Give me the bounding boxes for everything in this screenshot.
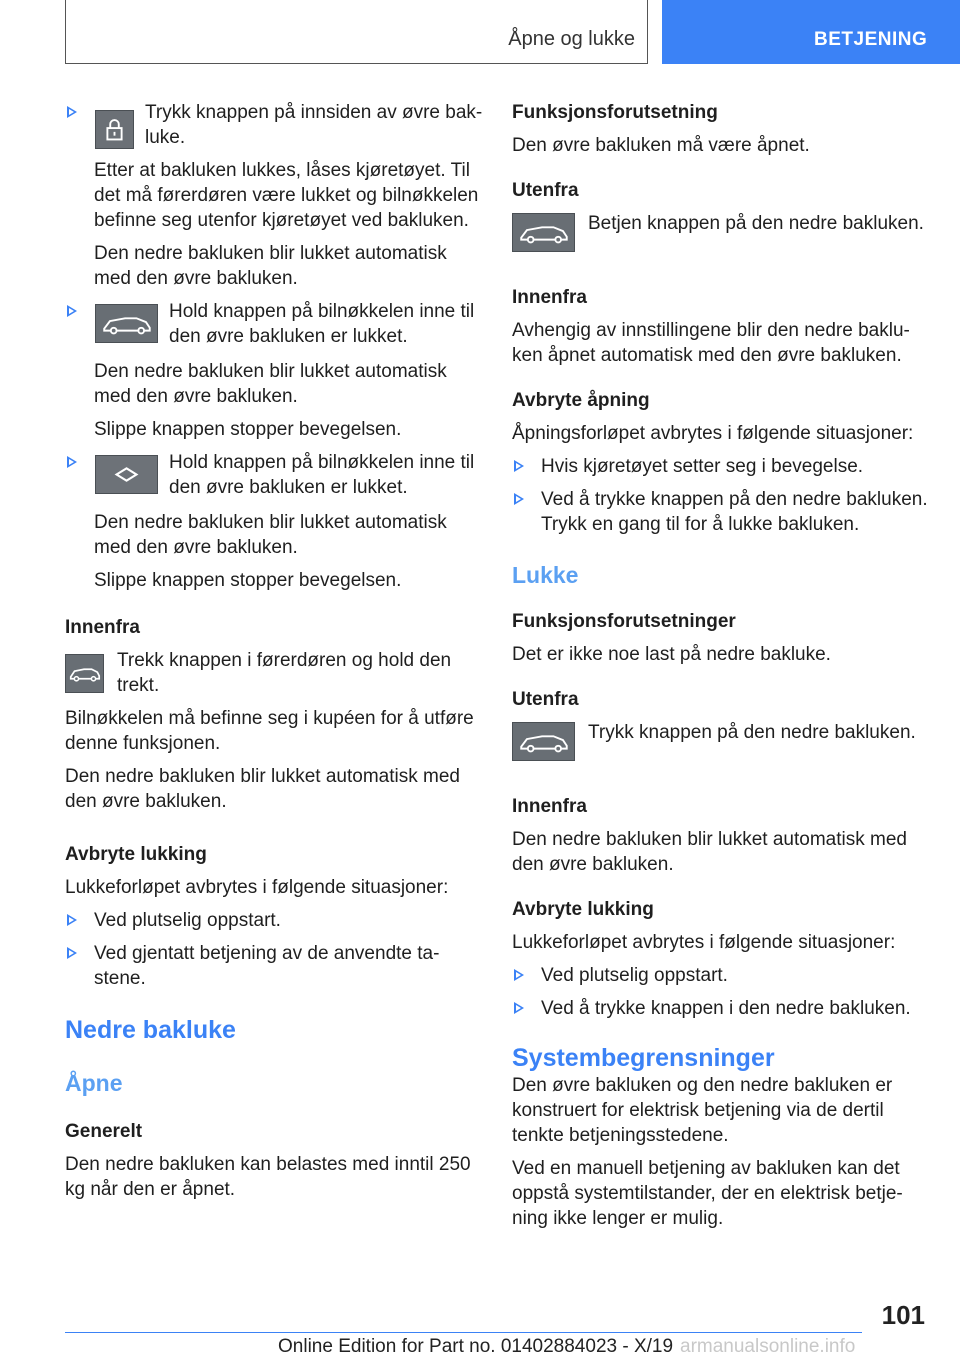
- outside-button-text: Betjen knappen på den nedre bakluken.: [588, 213, 924, 234]
- paragraph: Den nedre bakluken blir lukket automatisk med den øvre bakluken.: [94, 243, 447, 289]
- paragraph: Avhengig av innstillingene blir den nedre baklu-ken åpnet automatisk med den øvre bakluken.: [512, 320, 910, 366]
- bullet-triangle-icon: [514, 460, 524, 472]
- list-item-text: Ved å trykke knappen i den nedre bakluken.: [541, 998, 911, 1019]
- list-item-chevron-button: [65, 450, 485, 502]
- list-item: [512, 487, 932, 537]
- heading-systembegrensninger: Systembegrensninger: [512, 1044, 775, 1072]
- car-tailgate-icon: [512, 213, 575, 252]
- right-column: [512, 100, 932, 1239]
- bullet-text: Trykk knappen på innsiden av øvre bak-luke.: [145, 102, 483, 148]
- paragraph: Den nedre bakluken blir lukket automatisk med den øvre bakluken.: [512, 829, 907, 875]
- lock-button-icon: [95, 110, 134, 149]
- subheading-utenfra: Utenfra: [512, 689, 579, 710]
- car-tailgate-icon: [512, 722, 575, 761]
- chapter-title: BETJENING: [814, 29, 928, 50]
- subheading-avbryte-lukking: Avbryte lukking: [65, 844, 207, 865]
- heading-apne: Åpne: [65, 1070, 123, 1096]
- subheading-generelt: Generelt: [65, 1121, 143, 1142]
- paragraph: Det er ikke noe last på nedre bakluke.: [512, 644, 831, 665]
- car-door-button-icon: [65, 654, 104, 693]
- subheading-utenfra: Utenfra: [512, 180, 579, 201]
- list-item: [65, 941, 485, 991]
- section-title: Åpne og lukke: [508, 28, 635, 50]
- bullet-triangle-icon: [67, 106, 77, 118]
- outside-button-text: Trykk knappen på den nedre bakluken.: [588, 722, 916, 743]
- heading-nedre-bakluke: Nedre bakluke: [65, 1016, 236, 1044]
- subheading-innenfra: Innenfra: [512, 796, 587, 817]
- list-item: [512, 963, 932, 988]
- subheading-avbryte-lukking: Avbryte lukking: [512, 899, 654, 920]
- paragraph: Den øvre bakluken og den nedre bakluken er konstruert for elektrisk betjening via de dertil tenkte betjeningsstedene.: [512, 1075, 893, 1146]
- bullet-triangle-icon: [514, 1002, 524, 1014]
- list-item: [512, 996, 932, 1021]
- edition-text: Online Edition for Part no. 01402884023 - X/19: [278, 1336, 674, 1357]
- paragraph: Åpningsforløpet avbrytes i følgende situasjoner:: [512, 423, 914, 444]
- paragraph: Bilnøkkelen må befinne seg i kupéen for å utføre denne funksjonen.: [65, 708, 474, 754]
- bullet-triangle-icon: [514, 493, 524, 505]
- bullet-text: Hold knappen på bilnøkkelen inne til den øvre bakluken er lukket.: [169, 452, 475, 498]
- list-item: [512, 454, 932, 479]
- bullet-triangle-icon: [67, 305, 77, 317]
- list-item: [65, 908, 485, 933]
- paragraph: Den nedre bakluken blir lukket automatisk med den øvre bakluken.: [65, 766, 460, 812]
- paragraph: Den nedre bakluken blir lukket automatisk med den øvre bakluken.: [94, 512, 447, 558]
- subheading-funksjonsforutsetning: Funksjonsforutsetning: [512, 102, 718, 123]
- subheading-innenfra: Innenfra: [65, 617, 140, 638]
- subheading-innenfra: Innenfra: [512, 287, 587, 308]
- header-chapter-box: [662, 0, 960, 64]
- subheading-funksjonsforutsetninger: Funksjonsforutsetninger: [512, 611, 736, 632]
- paragraph: Etter at bakluken lukkes, låses kjøretøyet. Til det må førerdøren være lukket og bilnøkkelen befinne seg utenfor kjøretøyet ved bakluken.: [94, 160, 479, 231]
- header-section-box: [65, 0, 648, 64]
- car-tailgate-icon: [95, 304, 158, 343]
- list-item-key-button: [65, 299, 485, 351]
- paragraph: Slippe knappen stopper bevegelsen.: [94, 419, 402, 440]
- list-item-text: Ved å trykke knappen på den nedre bakluken. Trykk en gang til for å lukke bakluken.: [541, 489, 928, 535]
- bullet-triangle-icon: [514, 969, 524, 981]
- paragraph: Den øvre bakluken må være åpnet.: [512, 135, 810, 156]
- heading-lukke: Lukke: [512, 562, 579, 588]
- paragraph: Lukkeforløpet avbrytes i følgende situasjoner:: [512, 932, 896, 953]
- chevron-button-icon: [95, 455, 158, 494]
- inside-button-row: [65, 648, 485, 698]
- outside-button-row: [512, 720, 932, 780]
- paragraph: Slippe knappen stopper bevegelsen.: [94, 570, 402, 591]
- paragraph: Lukkeforløpet avbrytes i følgende situasjoner:: [65, 877, 449, 898]
- watermark-text: armanualsonline.info: [680, 1336, 856, 1357]
- list-item-text: Hvis kjøretøyet setter seg i bevegelse.: [541, 456, 864, 477]
- subheading-avbryte-apning: Avbryte åpning: [512, 390, 650, 411]
- list-item-text: Ved plutselig oppstart.: [94, 910, 281, 931]
- outside-button-row: [512, 211, 932, 271]
- list-item-text: Ved plutselig oppstart.: [541, 965, 728, 986]
- list-item-text: Ved gjentatt betjening av de anvendte ta-stene.: [94, 943, 440, 989]
- bullet-triangle-icon: [67, 947, 77, 959]
- left-column: [65, 100, 485, 1210]
- paragraph: Den nedre bakluken kan belastes med inntil 250 kg når den er åpnet.: [65, 1154, 471, 1200]
- list-item-lock-button: [65, 100, 485, 150]
- bullet-triangle-icon: [67, 456, 77, 468]
- inside-button-text: Trekk knappen i førerdøren og hold den trekt.: [117, 650, 452, 696]
- paragraph: Den nedre bakluken blir lukket automatisk med den øvre bakluken.: [94, 361, 447, 407]
- page-number: 101: [881, 1300, 925, 1330]
- footer-divider: [65, 1332, 862, 1333]
- paragraph: Ved en manuell betjening av bakluken kan det oppstå systemtilstander, der en elektrisk betje-ning ikke lenger er mulig.: [512, 1158, 903, 1229]
- bullet-triangle-icon: [67, 914, 77, 926]
- bullet-text: Hold knappen på bilnøkkelen inne til den øvre bakluken er lukket.: [169, 301, 475, 347]
